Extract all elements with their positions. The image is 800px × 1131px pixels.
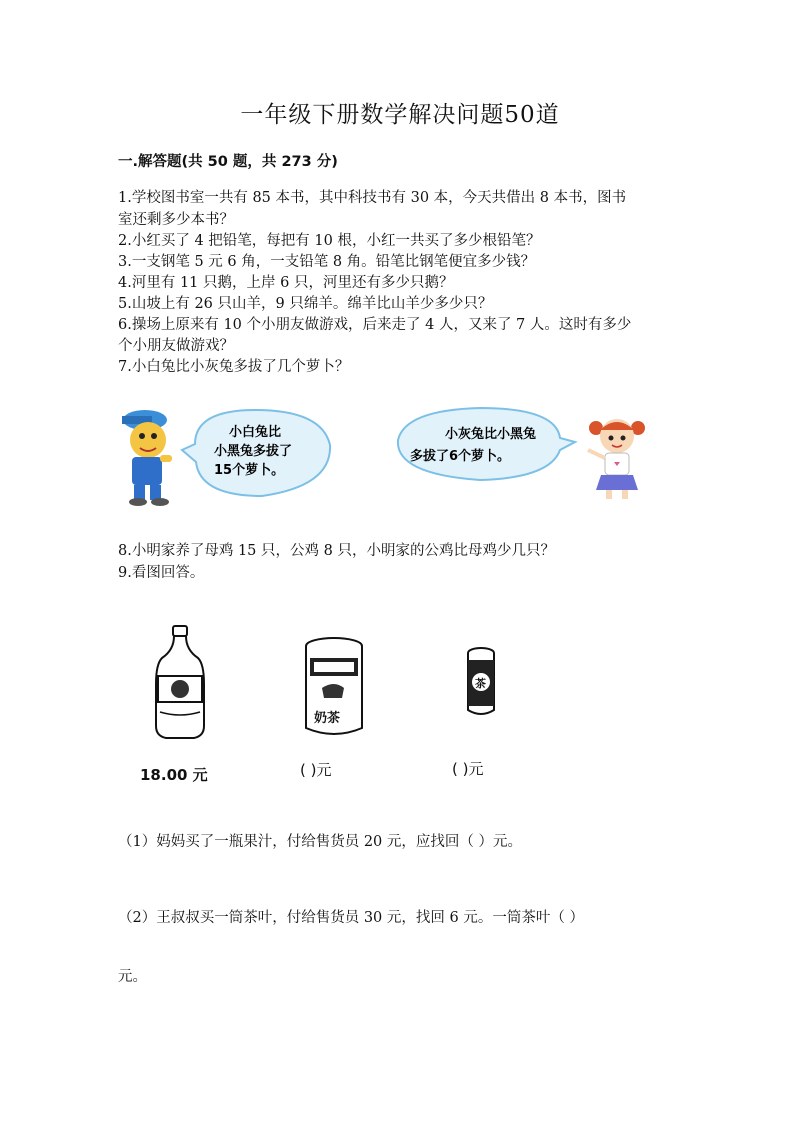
right-bubble-line-1: 小灰兔比小黑兔 — [445, 427, 537, 442]
right-speech-bubble — [398, 408, 575, 480]
tea-price-blank: ( )元 — [452, 760, 484, 778]
question-4: 4.河里有 11 只鹅，上岸 6 只，河里还有多少只鹅？ — [118, 275, 454, 291]
can-label: 奶茶 — [314, 711, 341, 726]
question-1-line-2: 室还剩多少本书？ — [118, 212, 234, 228]
right-bubble-line-2: 多拔了6个萝卜。 — [410, 449, 511, 464]
left-bubble-line-2: 小黑兔多拔了 — [214, 444, 293, 459]
left-bubble-line-3: 15个萝卜。 — [214, 463, 285, 478]
question-2: 2.小红买了 4 把铅笔，每把有 10 根，小红一共买了多少根铅笔？ — [118, 233, 541, 249]
question-6-line-2: 个小朋友做游戏？ — [118, 338, 234, 354]
bottle-illustration — [148, 624, 218, 744]
sub-question-2: （2）王叔叔买一筒茶叶，付给售货员 30 元，找回 6 元。一筒茶叶（ ） — [118, 910, 584, 926]
question-3: 3.一支钢笔 5 元 6 角，一支铅笔 8 角。铅笔比钢笔便宜多少钱？ — [118, 254, 536, 270]
tea-canister-illustration — [465, 646, 515, 726]
question-1-line-1: 1.学校图书室一共有 85 本书，其中科技书有 30 本，今天共借出 8 本书，图书 — [118, 190, 627, 206]
question-6-line-1: 6.操场上原来有 10 个小朋友做游戏，后来走了 4 人，又来了 7 人。这时有多少 — [118, 317, 632, 333]
can-illustration — [300, 636, 380, 746]
sub-question-2-continuation: 元。 — [118, 969, 147, 985]
can-price-blank: ( )元 — [300, 761, 332, 779]
sub-question-1: （1）妈妈买了一瓶果汁，付给售货员 20 元，应找回（ ）元。 — [118, 834, 523, 850]
left-bubble-line-1: 小白兔比 — [229, 425, 282, 440]
question-5: 5.山坡上有 26 只山羊，9 只绵羊。绵羊比山羊少多少只？ — [118, 296, 493, 312]
boy-character-icon — [122, 410, 172, 506]
tea-canister-label: 茶 — [475, 677, 486, 690]
bottle-price: 18.00 元 — [140, 766, 208, 784]
question-9: 9.看图回答。 — [118, 565, 205, 581]
page-title: 一年级下册数学解决问题50道 — [240, 102, 560, 128]
section-heading: 一.解答题(共 50 题，共 273 分) — [118, 154, 338, 170]
question-7: 7.小白兔比小灰兔多拔了几个萝卜？ — [118, 359, 350, 375]
question-8: 8.小明家养了母鸡 15 只，公鸡 8 只，小明家的公鸡比母鸡少几只？ — [118, 543, 555, 559]
girl-character-icon — [588, 419, 645, 499]
question-7-illustration — [0, 400, 800, 520]
